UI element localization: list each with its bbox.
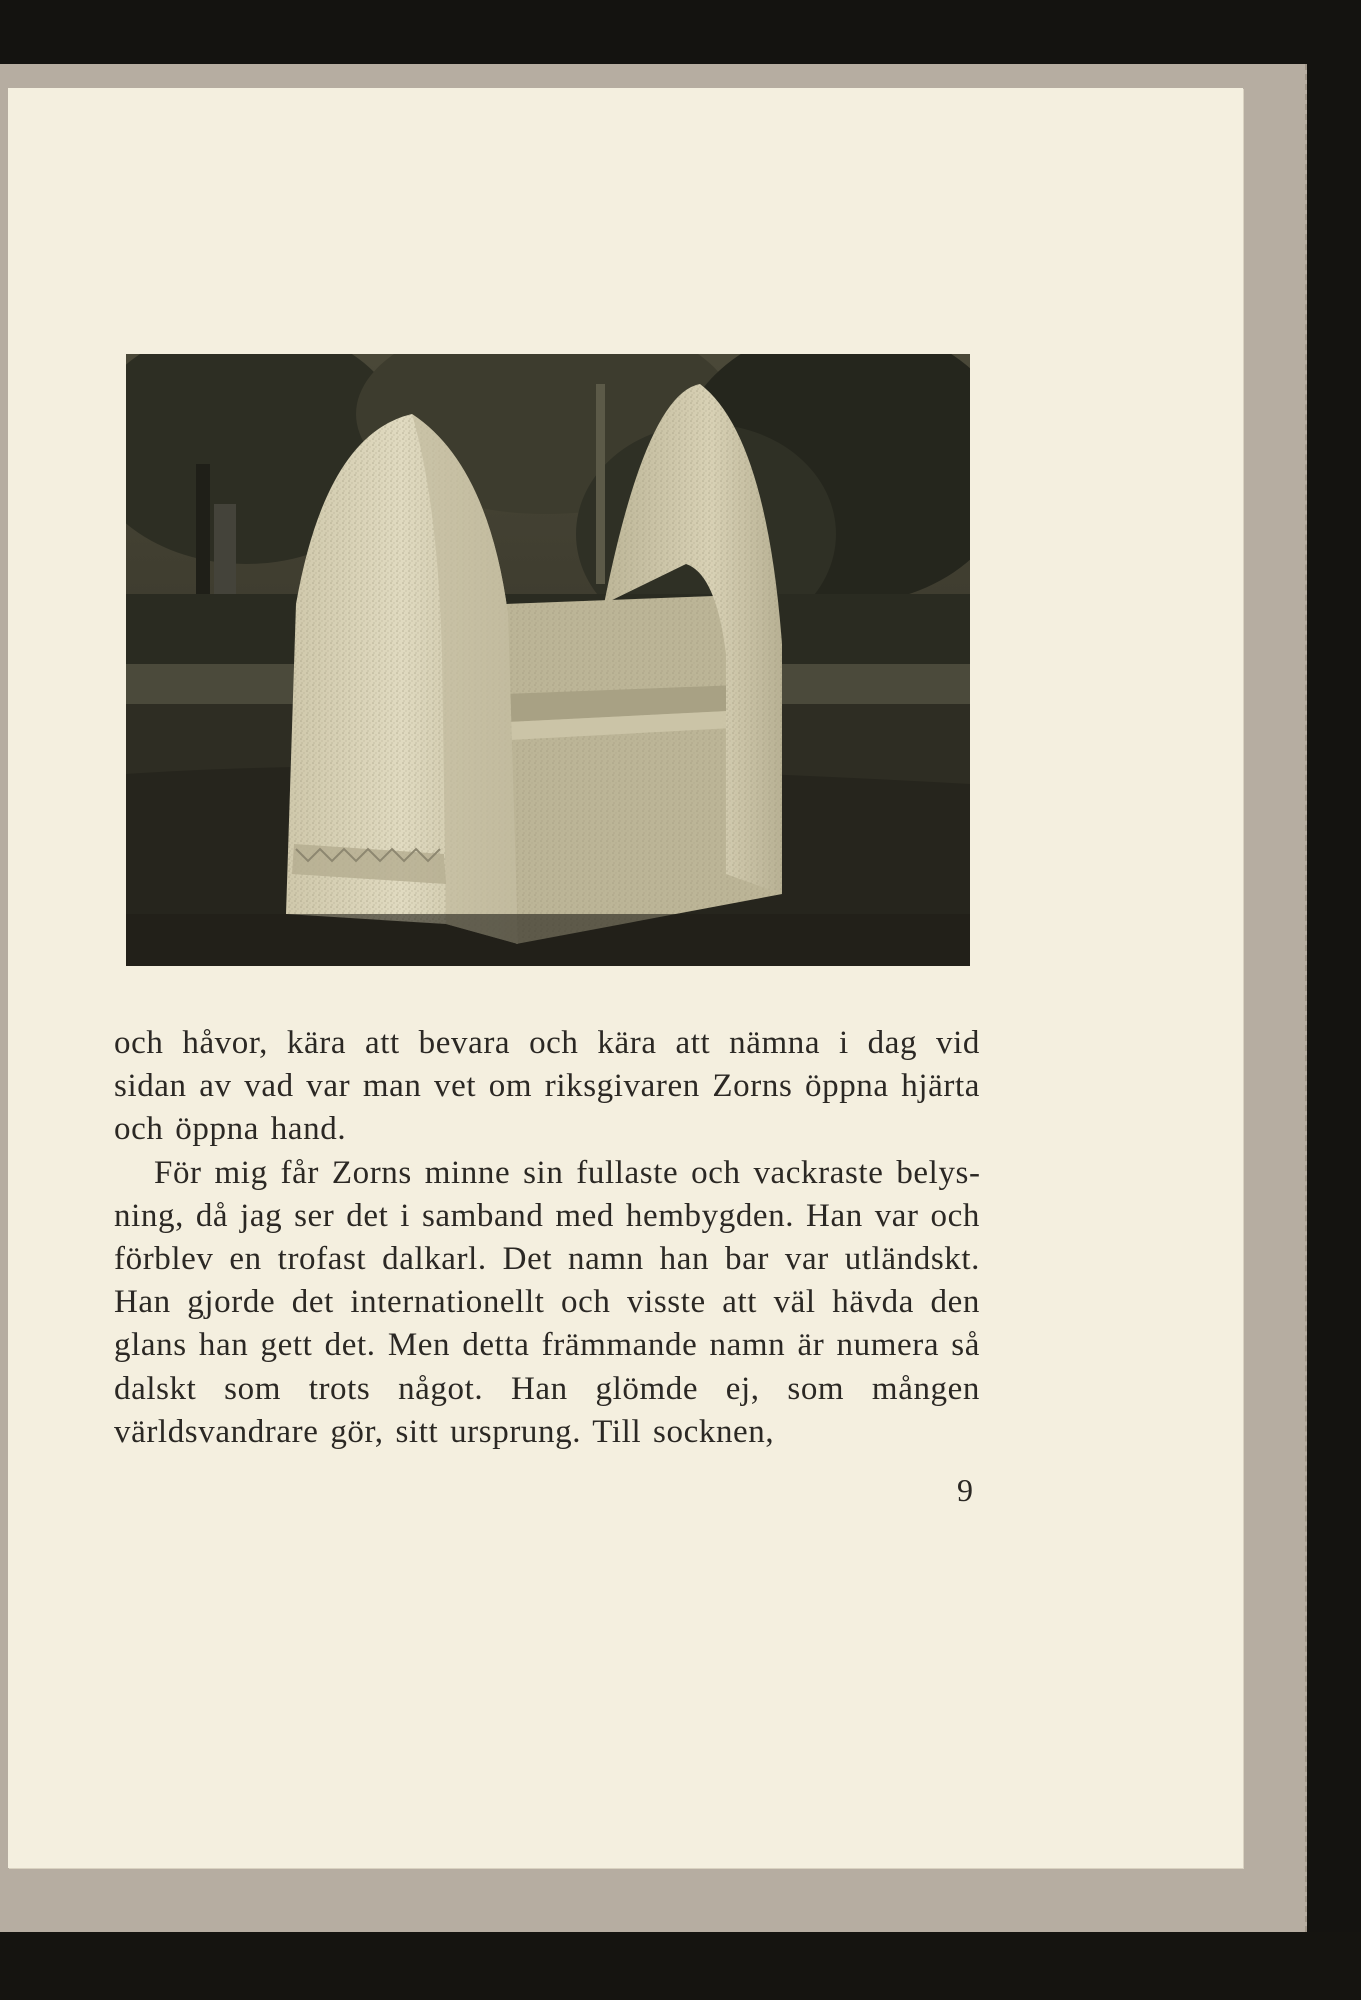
gravestone-illustration: [126, 354, 970, 966]
scan-bottom-edge: [0, 1932, 1361, 2000]
page-number: 9: [957, 1472, 973, 1508]
gravestone-photo: [126, 354, 970, 966]
body-text: [114, 1022, 980, 1454]
paragraph: För mig får Zorns minne sin fullaste och vackraste belysning, då jag ser det i samband med hembygden. Han var och förblev en trofast dalkarl. Det namn han bar var utländskt. Han gjorde det internationellt och visste att väl hävda den glans han gett det. Men detta främmande namn är numera så dalskt som trots något. Han glömde ej, som mången världsvandrare gör, sitt ursprung. Till socknen,: [114, 1154, 980, 1450]
paragraph: och håvor, kära att bevara och kära att nämna i dag vid sidan av vad var man vet om riksgivaren Zorns öppna hjärta och öppna hand.: [114, 1025, 980, 1148]
